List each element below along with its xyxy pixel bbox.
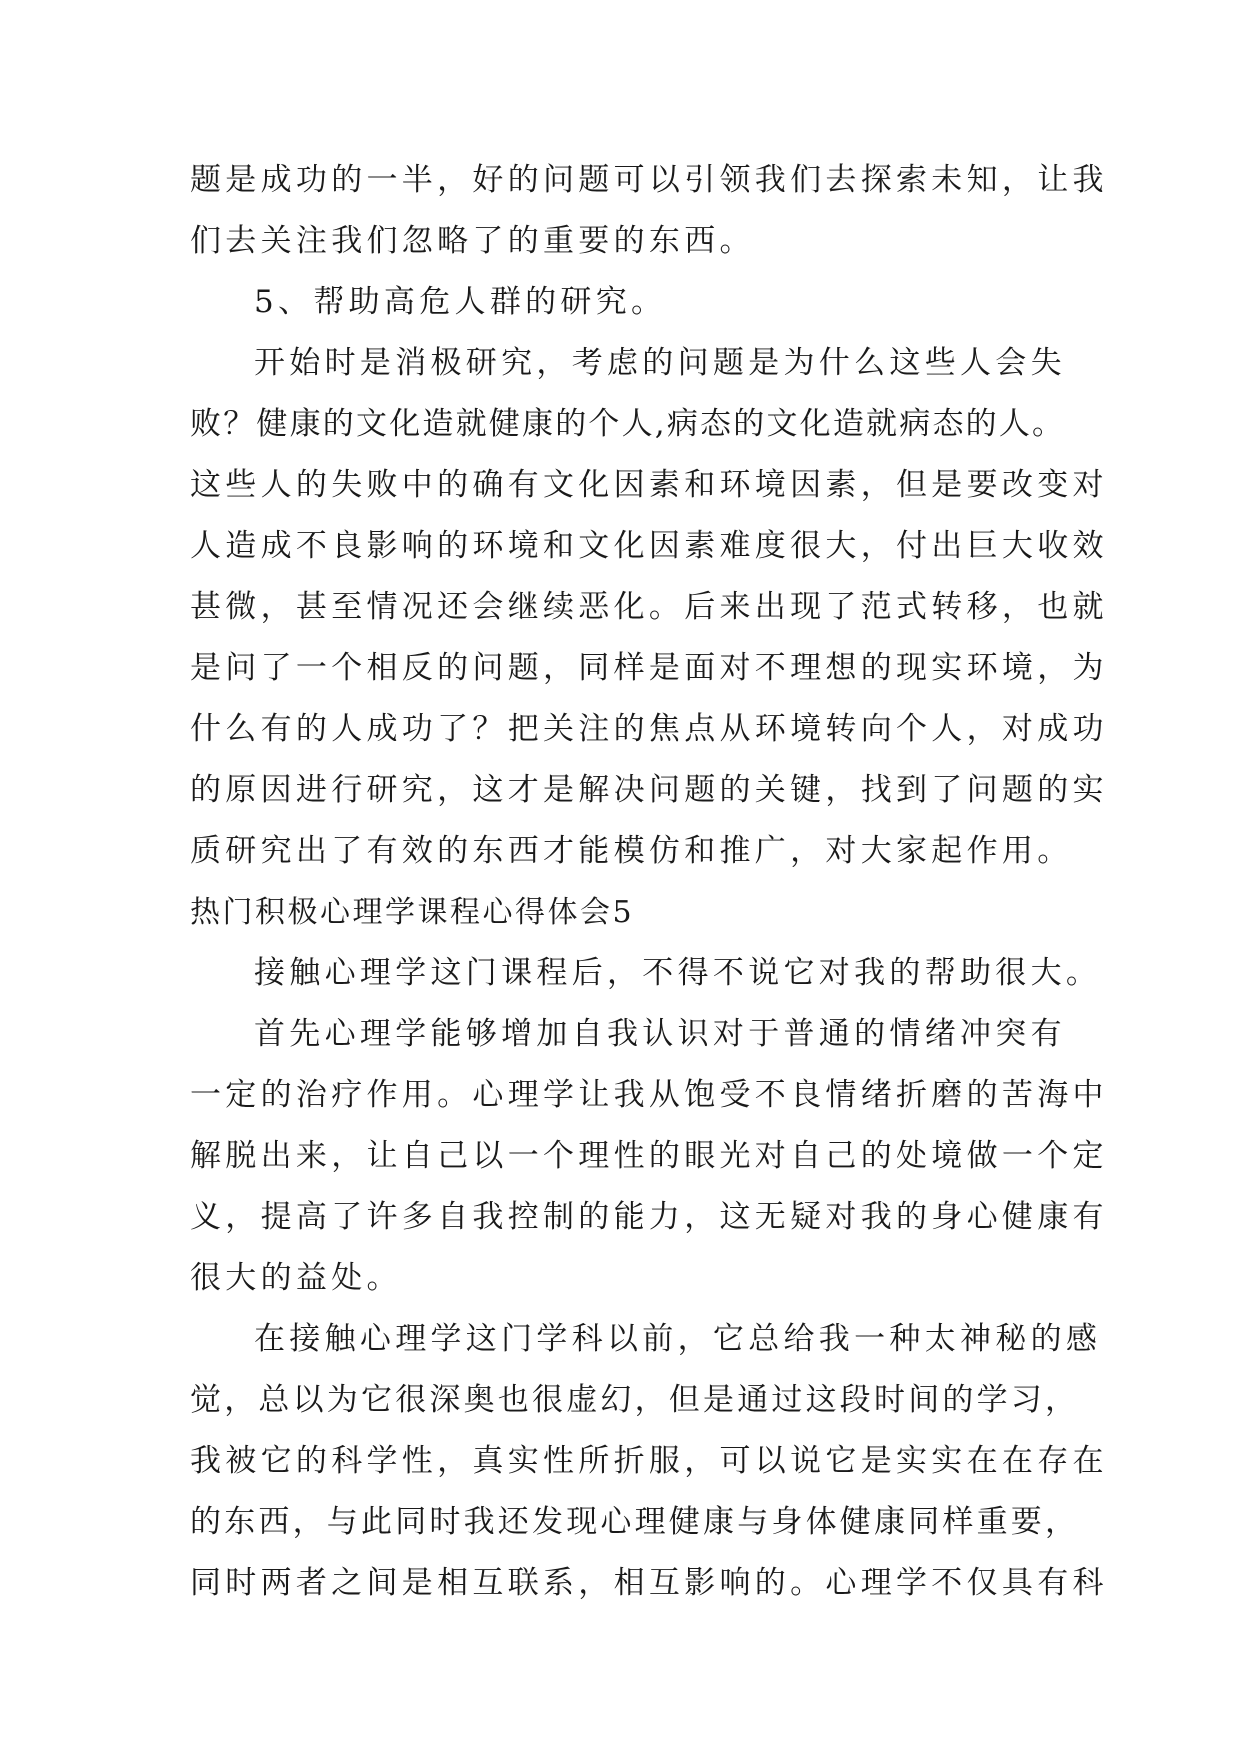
text-line: 我被它的科学性，真实性所折服，可以说它是实实在在存在 (190, 1443, 1108, 1479)
text-line: 甚微，甚至情况还会继续恶化。后来出现了范式转移，也就 (190, 589, 1108, 625)
text-line: 什么有的人成功了？把关注的焦点从环境转向个人，对成功 (190, 711, 1108, 747)
text-line: 首先心理学能够增加自我认识对于普通的情绪冲突有 (254, 1016, 1066, 1052)
text-line: 觉，总以为它很深奥也很虚幻，但是通过这段时间的学习， (190, 1382, 1080, 1418)
text-line: 们去关注我们忽略了的重要的东西。 (190, 223, 755, 259)
text-line: 是问了一个相反的问题，同样是面对不理想的现实环境，为 (190, 650, 1108, 686)
text-line: 解脱出来，让自己以一个理性的眼光对自己的处境做一个定 (190, 1138, 1108, 1174)
text-line: 这些人的失败中的确有文化因素和环境因素，但是要改变对 (190, 467, 1108, 503)
text-line: 在接触心理学这门学科以前，它总给我一种太神秘的感 (254, 1321, 1102, 1357)
text-line: 人造成不良影响的环境和文化因素难度很大，付出巨大收效 (190, 528, 1108, 564)
text-line: 一定的治疗作用。心理学让我从饱受不良情绪折磨的苦海中 (190, 1077, 1108, 1113)
text-line: 义，提高了许多自我控制的能力，这无疑对我的身心健康有 (190, 1199, 1108, 1235)
text-line: 很大的益处。 (190, 1260, 402, 1296)
text-line: 5、帮助高危人群的研究。 (254, 284, 667, 320)
text-line: 开始时是消极研究，考虑的问题是为什么这些人会失 (254, 345, 1066, 381)
section-heading: 热门积极心理学课程心得体会5 (190, 895, 635, 930)
text-line: 质研究出了有效的东西才能模仿和推广，对大家起作用。 (190, 833, 1073, 869)
text-line: 的东西，与此同时我还发现心理健康与身体健康同样重要， (190, 1504, 1080, 1540)
text-line: 接触心理学这门课程后，不得不说它对我的帮助很大。 (254, 955, 1102, 991)
text-line: 败？健康的文化造就健康的个人,病态的文化造就病态的人。 (190, 406, 1066, 442)
document-body (190, 150, 1108, 1614)
text-line: 同时两者之间是相互联系，相互影响的。心理学不仅具有科 (190, 1565, 1108, 1601)
text-line: 题是成功的一半，好的问题可以引领我们去探索未知，让我 (190, 162, 1108, 198)
text-line: 的原因进行研究，这才是解决问题的关键，找到了问题的实 (190, 772, 1108, 808)
